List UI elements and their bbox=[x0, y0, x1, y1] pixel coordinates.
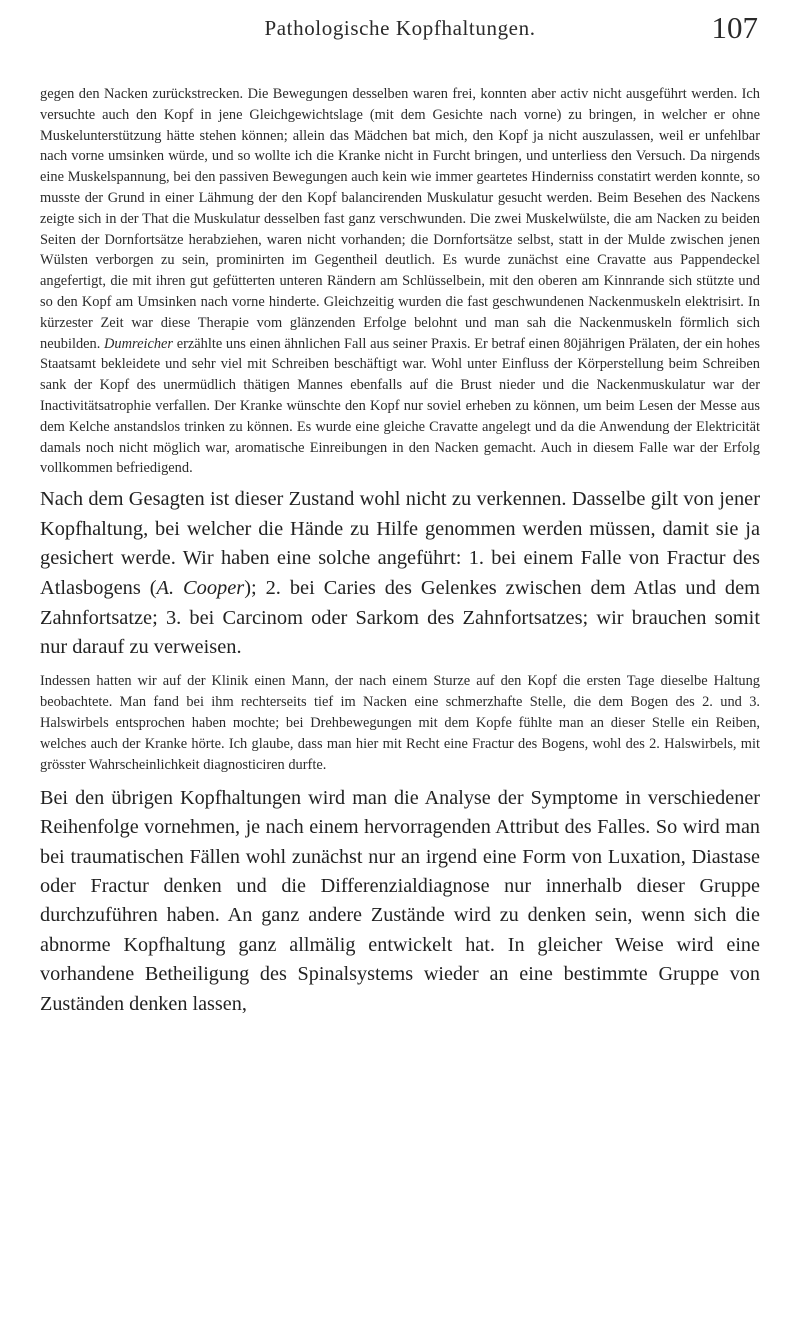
paragraph-text: ); 2. bei Caries des Gelenkes zwischen dem Atlas und dem Zahnfortsatze; 3. bei Carcinom oder Sarkom des Zahnfortsatzes; wir brauchen somit nur darauf zu verweisen. bbox=[40, 576, 761, 659]
paragraph-text: erzählte uns einen ähnlichen Fall aus seiner Praxis. Er betraf einen 80jährigen Prälaten, der ein hohes Staatsamt bekleidete und sehr viel mit Schreiben beschäftigt war. Wohl unter Einfluss der Körperstellung beim Schreiben sank der Kopf des unermüdlich thätigen Mannes ebenfalls auf die Brust nieder und die Nackenmuskulatur war der Inactivitätsatrophie verfallen. Der Kranke wünschte den Kopf nur soviel erheben zu können, um beim Lesen der Messe aus dem Kelche anstandslos trinken zu können. Es wurde eine gleiche Cravatte angelegt und da die Anwendung der Elektricität damals noch nicht möglich war, aromatische Einreibungen in den Nacken gemacht. Auch in diesem Falle war der Erfolg vollkommen befriedigend. bbox=[40, 335, 760, 477]
body-text bbox=[40, 84, 760, 1019]
paragraph-clinic-case bbox=[40, 671, 760, 776]
paragraph-text: Nach dem Gesagten ist dieser Zustand wohl nicht zu verkennen. Dasselbe gilt von jener Kopfhaltung, bei welcher die Hände zu Hilfe genommen werden müssen, damit sie ja gesichert werde. Wir haben eine solche angeführt: 1. bei einem Falle von Fractur des Atlasbogens ( bbox=[40, 488, 760, 599]
citation: A. Cooper bbox=[156, 576, 245, 599]
paragraph-case-report bbox=[40, 84, 760, 479]
paragraph-analysis bbox=[40, 784, 760, 1019]
paragraph-text: gegen den Nacken zurückstrecken. Die Bewegungen desselben waren frei, konnten aber activ nicht ausgeführt werden. Ich versuchte auch den Kopf in jene Gleichgewichtslage (mit dem Gesichte nach vorne) zu bringen, in welcher er ohne Muskelunterstützung hätte stehen können; allein das Mädchen bat mich, den Kopf ja nicht auszulassen, weil er unfehlbar nach vorne umsinken würde, und so wollte ich die Kranke nicht in Furcht bringen, und unterliess den Versuch. Da nirgends eine Muskelspannung, bei den passiven Bewegungen auch kein wie immer geartetes Hinderniss constatirt werden konnte, so musste der Grund in einer Lähmung der den Kopf balancirenden Muskulatur gesucht werden. Beim Besehen des Nackens zeigte sich in der That die Muskulatur desselben fast ganz verschwunden. Die zwei Muskelwülste, die am Nacken zu beiden Seiten der Dornfortsätze herabziehen, waren nicht vorhanden; die Dornfortsätze selbst, statt in der Mulde zwischen jenen Wülsten verborgen zu sein, prominirten im Gegentheil deutlich. Es wurde zunächst eine Cravatte aus Pappendeckel angefertigt, die mit ihren gut gefütterten unteren Rändern am Schlüsselbein, mit den oberen am Kinnrande sich stützte und so den Kopf am Umsinken nach vorne hinderte. Gleichzeitig wurden die fast geschwundenen Nackenmuskeln elektrisirt. In kürzester Zeit war diese Therapie vom glänzenden Erfolge belohnt und man sah die Nackenmuskeln förmlich sich neubilden. bbox=[40, 86, 760, 352]
paragraph-text: Bei den übrigen Kopfhaltungen wird man die Analyse der Symptome in verschiedener Reihenfolge vornehmen, je nach einem hervorragenden Attribut des Falles. So wird man bei traumatischen Fällen wohl zunächst nur an irgend eine Form von Luxation, Diastase oder Fractur denken und die Differenzialdiagnose nur innerhalb dieser Gruppe durchzuführen haben. An ganz andere Zustände wird zu denken sein, wenn sich die abnorme Kopfhaltung ganz allmälig entwickelt hat. In gleicher Weise wird eine vorhandene Betheiligung des Spinalsystems wieder an eine bestimmte Gruppe von Zuständen denken lassen, bbox=[40, 786, 760, 1015]
running-title: Pathologische Kopfhaltungen. bbox=[264, 16, 536, 40]
paragraph-text: Indessen hatten wir auf der Klinik einen Mann, der nach einem Sturze auf den Kopf die ersten Tage dieselbe Haltung beobachtete. Man fand bei ihm rechterseits tief im Nacken eine schmerzhafte Stelle, die dem Bogen des 2. und 3. Halswirbels entsprochen haben mochte; bei Drehbewegungen mit dem Kopfe fühlte man an dieser Stelle ein Reiben, welches auch der Kranke hörte. Ich glaube, dass man hier mit Recht eine Fractur des Bogens, wohl des 2. Halswirbels, mit grösster Wahrscheinlichkeit diagnosticiren durfte. bbox=[40, 672, 760, 773]
paragraph-summary bbox=[40, 485, 760, 663]
page-header bbox=[0, 0, 800, 70]
page-number: 107 bbox=[711, 10, 758, 45]
author-name: Dumreicher bbox=[104, 335, 174, 352]
